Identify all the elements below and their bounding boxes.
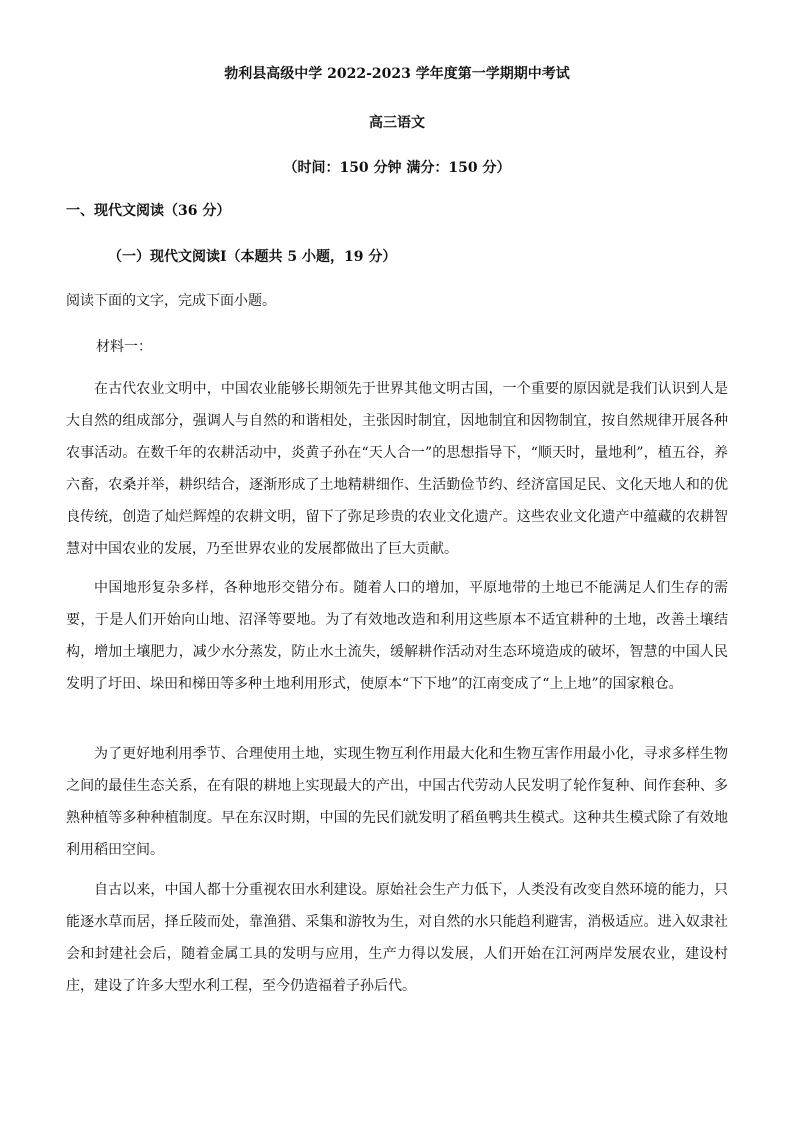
exam-time-score: （时间：150 分钟 满分：150 分） [283, 160, 511, 176]
section-heading-part1: 一、现代文阅读（36 分） [66, 203, 231, 219]
exam-subject: 高三语文 [369, 115, 425, 131]
subsection-heading-reading1: （一）现代文阅读Ⅰ（本题共 5 小题，19 分） [108, 249, 397, 265]
passage-paragraph: 为了更好地利用季节、合理使用土地，实现生物互利作用最大化和生物互害作用最小化，寻求多样生物之间的最佳生态关系，在有限的耕地上实现最大的产出，中国古代劳动人民发明了轮作复种、间作套种、多熟种植等多种种植制度。早在东汉时期，中国的先民们就发明了稻鱼鸭共生模式。这种共生模式除了有效地利用稻田空间。 [66, 746, 728, 858]
exam-title: 勃利县高级中学 2022-2023 学年度第一学期期中考试 [224, 66, 570, 82]
passage-paragraph: 自古以来，中国人都十分重视农田水利建设。原始社会生产力低下，人类没有改变自然环境的能力，只能逐水草而居，择丘陵而处，靠渔猎、采集和游牧为生，对自然的水只能趋利避害，消极适应。进入奴隶社会和封建社会后，随着金属工具的发明与应用，生产力得以发展，人们开始在江河两岸发展农业，建设村庄，建设了许多大型水利工程，至今仍造福着子孙后代。 [66, 882, 728, 994]
passage-paragraph: 在古代农业文明中，中国农业能够长期领先于世界其他文明古国，一个重要的原因就是我们认识到人是大自然的组成部分，强调人与自然的和谐相处，主张因时制宜，因地制宜和因物制宜，按自然规律开展各种农事活动。在数千年的农耕活动中，炎黄子孙在“天人合一”的思想指导下，“顺天时，量地利”，植五谷，养六畜，农桑并举，耕织结合，逐渐形成了土地精耕细作、生活勤俭节约、经济富国足民、文化天地人和的优良传统，创造了灿烂辉煌的农耕文明，留下了弥足珍贵的农业文化遗产。这些农业文化遗产中蕴藏的农耕智慧对中国农业的发展，乃至世界农业的发展都做出了巨大贡献。 [66, 381, 728, 557]
passage-paragraph: 中国地形复杂多样，各种地形交错分布。随着人口的增加，平原地带的土地已不能满足人们生存的需要，于是人们开始向山地、沼泽等要地。为了有效地改造和利用这些原本不适宜耕种的土地，改善土壤结构，增加土壤肥力，减少水分蒸发，防止水土流失，缓解耕作活动对生态环境造成的破坏，智慧的中国人民发明了圩田、垛田和梯田等多种土地利用形式，使原本“下下地”的江南变成了“上上地”的国家粮仓。 [66, 580, 728, 692]
reading-instruction: 阅读下面的文字，完成下面小题。 [66, 293, 276, 309]
material-label: 材料一： [96, 339, 152, 355]
